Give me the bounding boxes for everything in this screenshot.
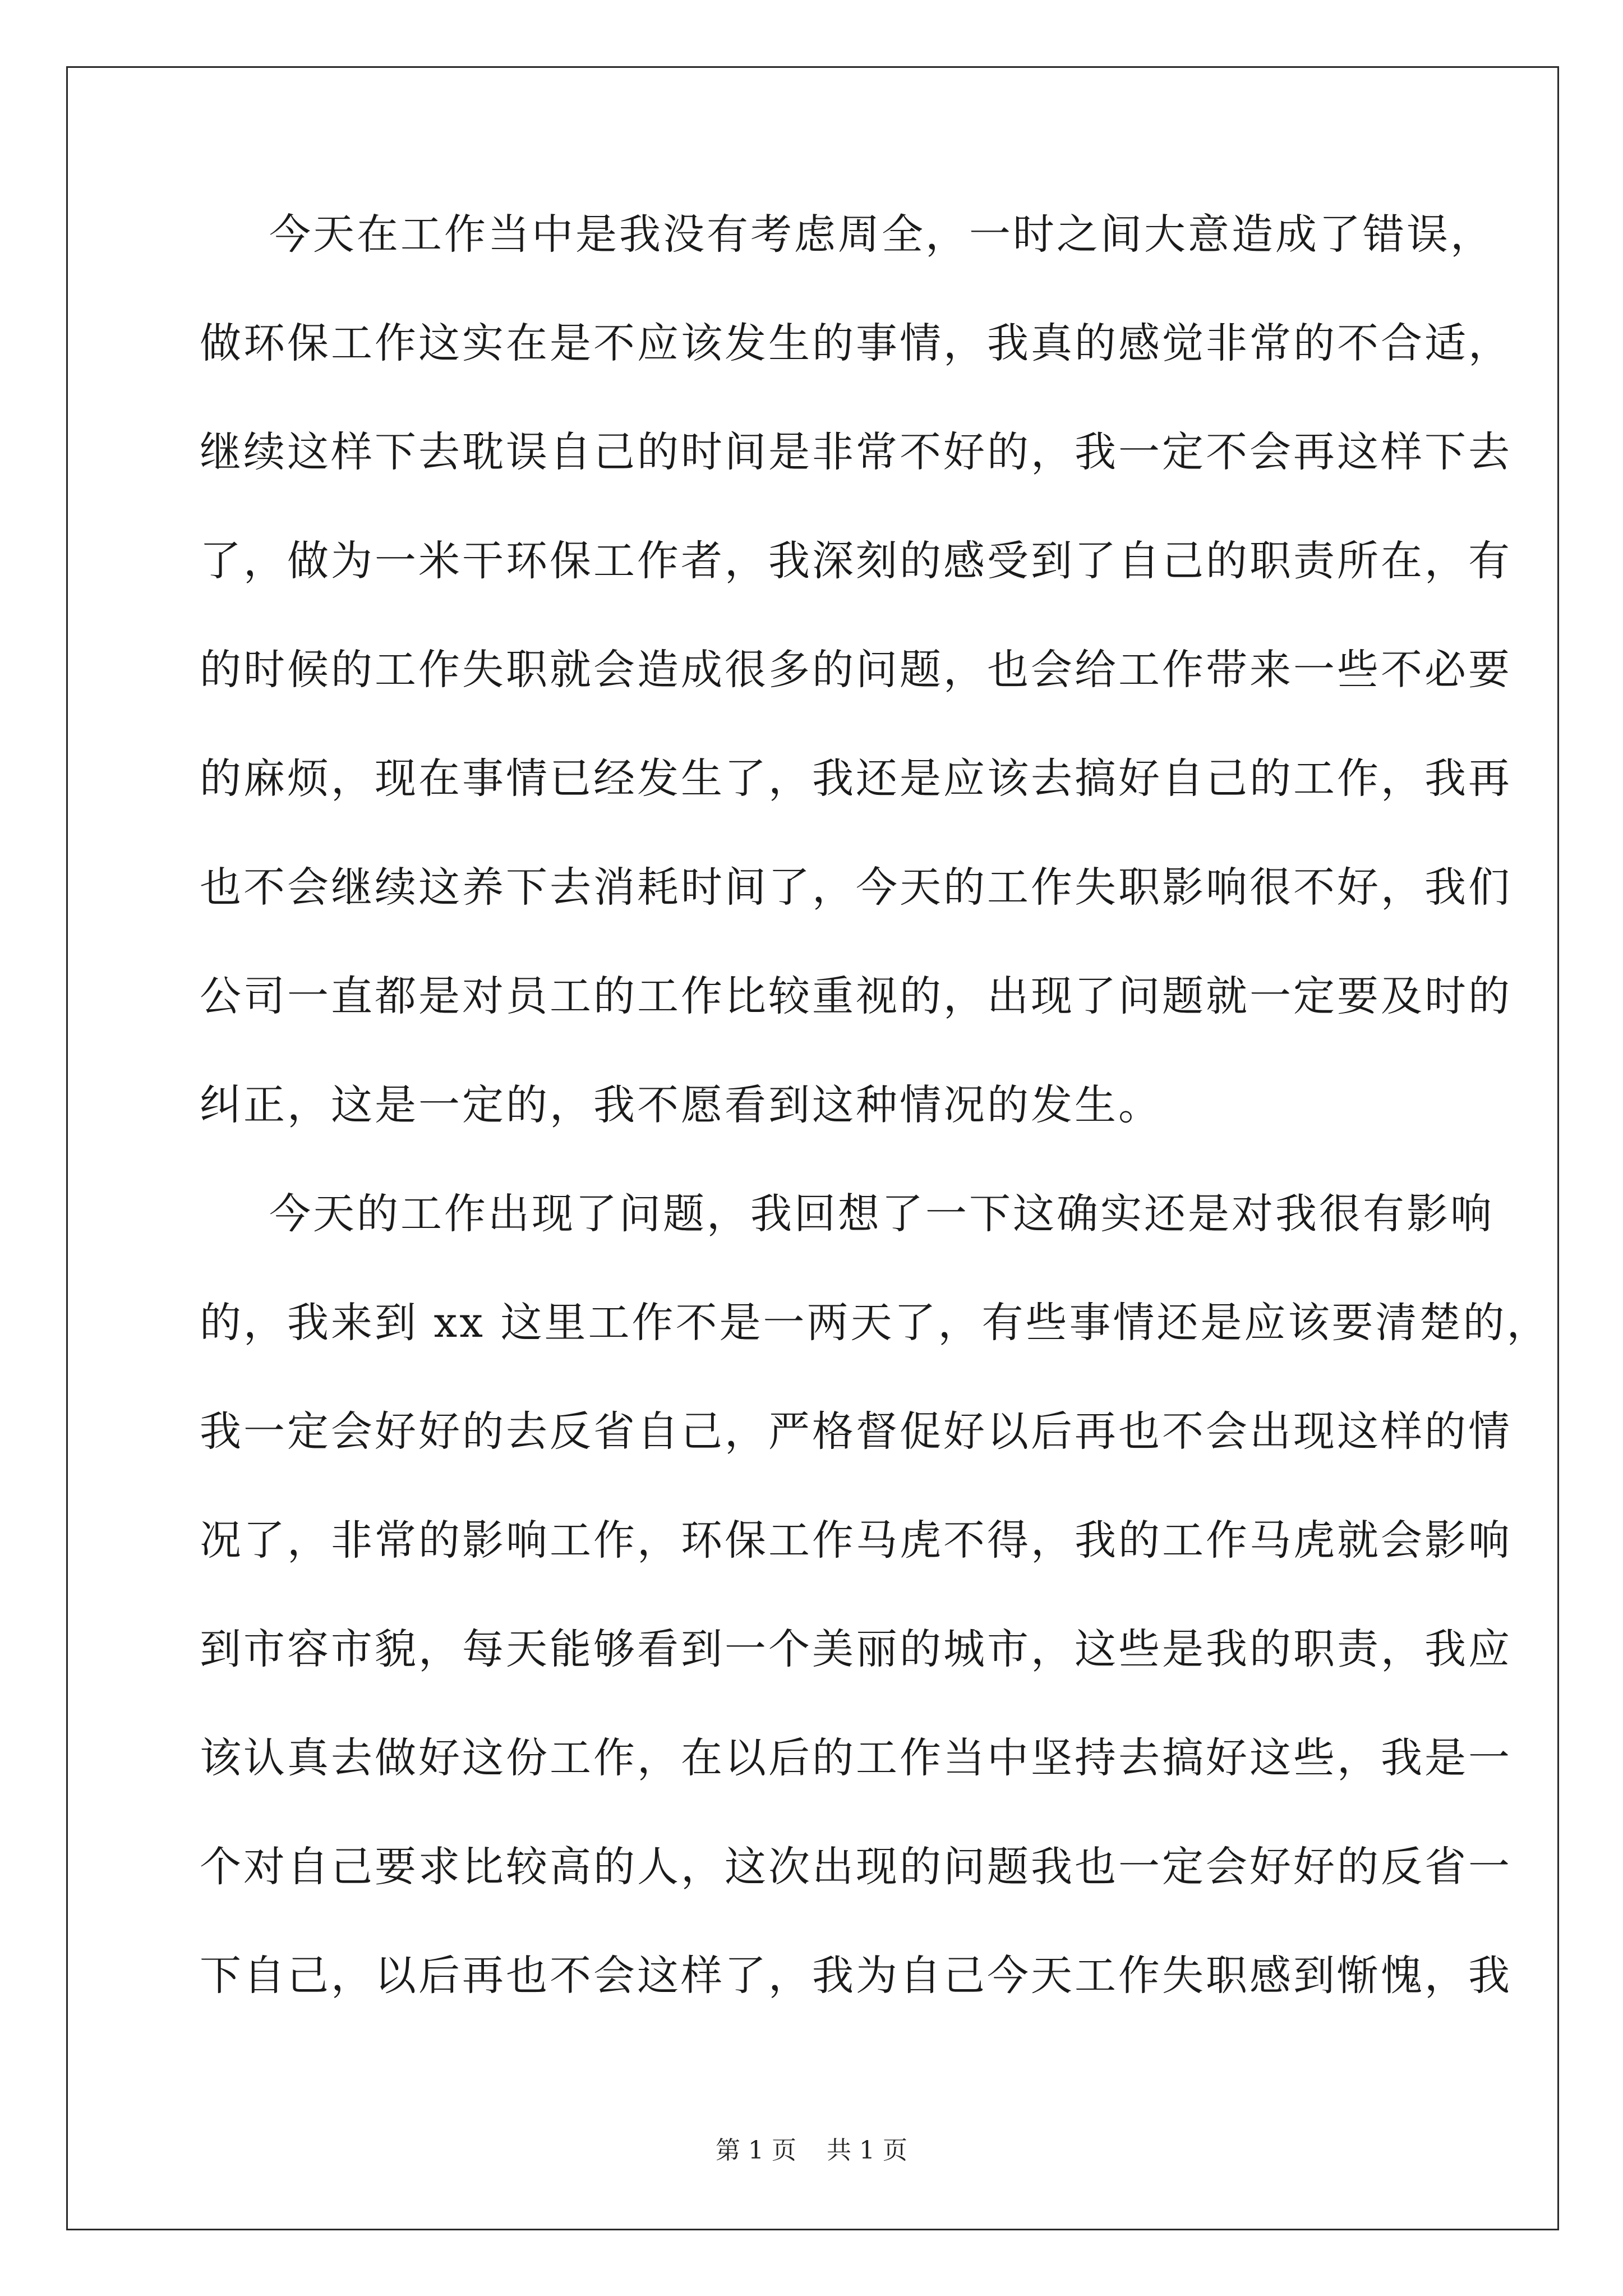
paragraph-1-line-8: 公司一直都是对员工的工作比较重视的，出现了问题就一定要及时的 — [200, 972, 1512, 1020]
paragraph-1-line-5: 的时候的工作失职就会造成很多的问题，也会给工作带来一些不必要 — [200, 646, 1512, 694]
page-total: 共 1 页 — [827, 2136, 907, 2165]
paragraph-2-line-1: 今天的工作出现了问题，我回想了一下这确实还是对我很有影响 — [269, 1190, 1494, 1238]
paragraph-1-line-9: 纠正，这是一定的，我不愿看到这种情况的发生。 — [200, 1081, 1162, 1129]
paragraph-2-line-8: 下自己，以后再也不会这样了，我为自己今天工作失职感到惭愧，我 — [200, 1952, 1512, 2000]
paragraph-1-line-7: 也不会继续这养下去消耗时间了，今天的工作失职影响很不好，我们 — [200, 863, 1512, 912]
paragraph-2-line-5: 到市容市貌，每天能够看到一个美丽的城市，这些是我的职责，我应 — [200, 1625, 1512, 1673]
page-footer — [0, 2134, 1623, 2168]
paragraph-1-line-2: 做环保工作这实在是不应该发生的事情，我真的感觉非常的不合适， — [200, 319, 1512, 367]
paragraph-2-line-6: 该认真去做好这份工作，在以后的工作当中坚持去搞好这些，我是一 — [200, 1734, 1512, 1782]
paragraph-1-line-1: 今天在工作当中是我没有考虑周全，一时之间大意造成了错误， — [269, 210, 1494, 259]
paragraph-2-line-4: 况了，非常的影响工作，环保工作马虎不得，我的工作马虎就会影响 — [200, 1516, 1512, 1565]
page-number: 第 1 页 — [716, 2136, 796, 2165]
paragraph-2-line-2: 的，我来到 xx 这里工作不是一两天了，有些事情还是应该要清楚的， — [200, 1299, 1551, 1347]
paragraph-1-line-4: 了，做为一米干环保工作者，我深刻的感受到了自己的职责所在，有 — [200, 537, 1512, 585]
paragraph-2-line-3: 我一定会好好的去反省自己，严格督促好以后再也不会出现这样的情 — [200, 1407, 1512, 1456]
page-border — [66, 66, 1559, 2230]
paragraph-2-line-7: 个对自己要求比较高的人，这次出现的问题我也一定会好好的反省一 — [200, 1843, 1512, 1891]
paragraph-1-line-6: 的麻烦，现在事情已经发生了，我还是应该去搞好自己的工作，我再 — [200, 754, 1512, 803]
paragraph-1-line-3: 继续这样下去耽误自己的时间是非常不好的，我一定不会再这样下去 — [200, 428, 1512, 476]
